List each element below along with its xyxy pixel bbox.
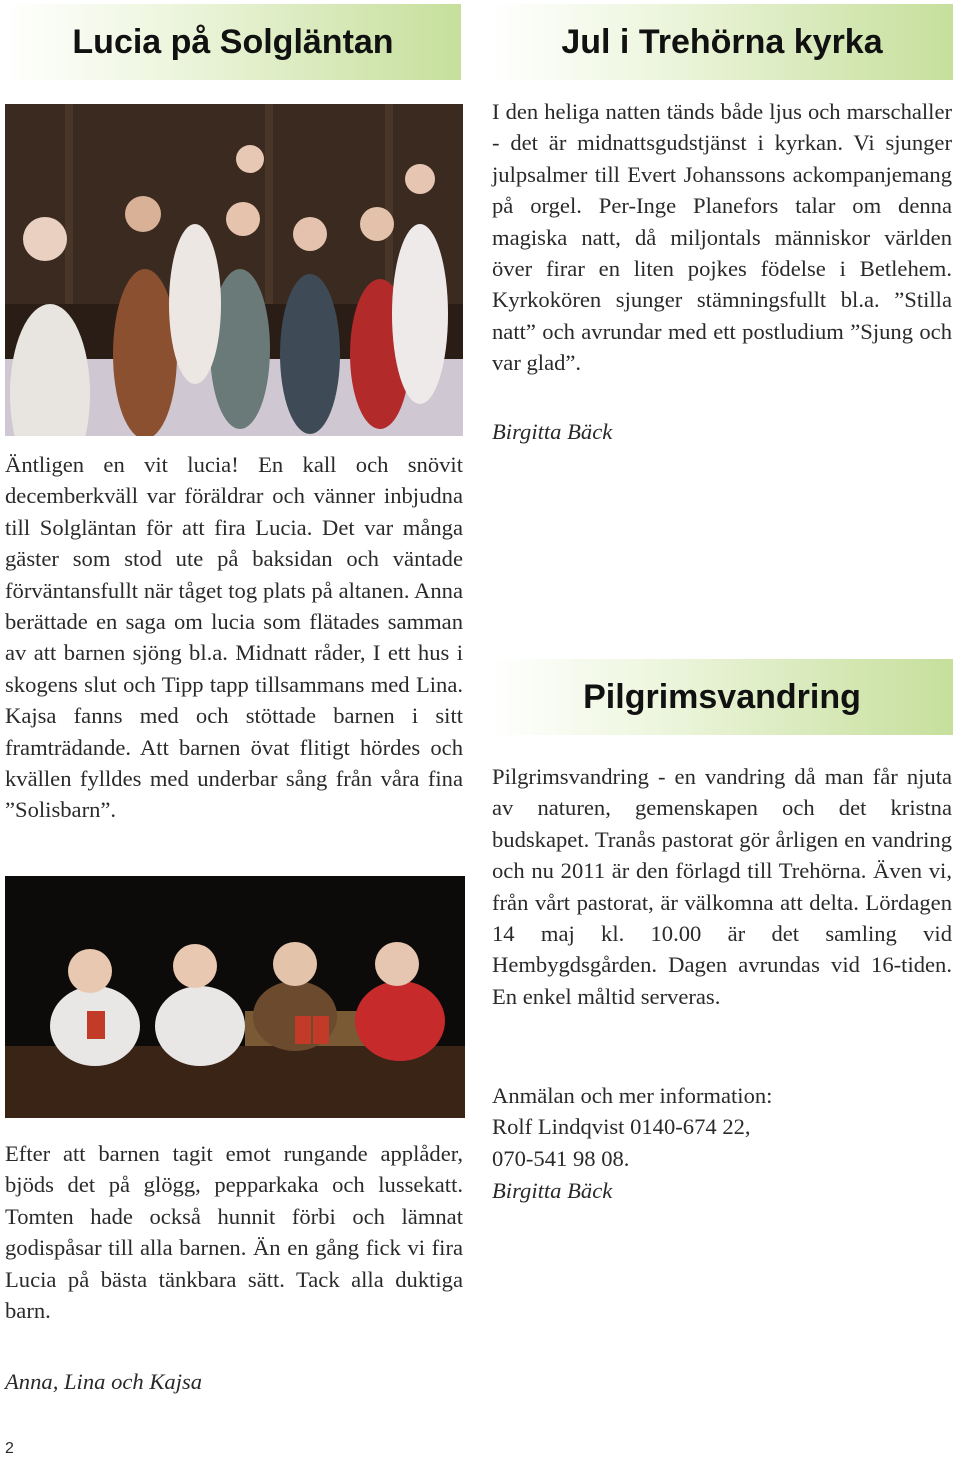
- jul-heading: Jul i Trehörna kyrka: [561, 22, 883, 61]
- children-at-table-photo: [5, 876, 465, 1118]
- contact-line: Anmälan och mer information:: [492, 1083, 773, 1108]
- contact-line: Rolf Lindqvist 0140-674 22,: [492, 1114, 751, 1140]
- jul-article-signature: Birgitta Bäck: [492, 419, 613, 444]
- lucia-heading: Lucia på Solgläntan: [72, 22, 394, 61]
- lucia-heading-banner: [5, 4, 461, 80]
- lucia-article-signature: Anna, Lina och Kajsa: [5, 1369, 203, 1394]
- page-number: 2: [5, 1440, 14, 1457]
- jul-article-paragraph: I den heliga natten tänds både ljus och marschaller - det är midnattsgudstjänst i kyrkan. Vi sjunger julpsalmer till Evert Johanssons ackompanjemang på orgel. Per-Inge Planefors talar om denna magiska natt, då miljontals människor världen över firar en liten pojkes födelse i Betlehem. Kyrkokören sjunger stämningsfullt bl.a. ”Stilla natt” och avrundar med ett postludium ”Sjung och var glad”.: [492, 99, 952, 376]
- jul-heading-banner: [491, 4, 953, 80]
- lucia-procession-photo: [5, 104, 463, 436]
- pilgrim-heading: Pilgrimsvandring: [583, 677, 861, 716]
- contact-line: 070-541 98 08.: [492, 1145, 630, 1171]
- lucia-article-paragraph-2: Efter att barnen tagit emot rungande applåder, bjöds det på glögg, pepparkaka och lussekatt. Tomten hade också hunnit förbi och lämnat godispåsar till alla barnen. Än en gång fick vi fira Lucia på bästa tänkbara sätt. Tack alla duktiga barn.: [5, 1141, 463, 1324]
- pilgrim-article-signature: Birgitta Bäck: [492, 1178, 613, 1203]
- pilgrim-article-paragraph: Pilgrimsvandring - en vandring då man får njuta av naturen, gemenskapen och det kristna budskapet. Tranås pastorat gör årligen en vandring och nu 2011 är den förlagd till Trehörna. Även vi, från vårt pastorat, är välkomna att delta. Lördagen 14 maj kl. 10.00 är det samling vid Hembygdsgården. Dagen avrundas vid 16-tiden. En enkel måltid serveras.: [492, 764, 952, 1009]
- pilgrim-heading-banner: [491, 659, 953, 735]
- pilgrim-contact-info: [492, 1080, 952, 1174]
- lucia-article-paragraph: Äntligen en vit lucia! En kall och snövit decemberkväll var föräldrar och vänner inbjudna till Solgläntan för att fira Lucia. Det var många gäster som stod ute på baksidan och väntade förväntansfullt när tåget tog plats på altanen. Anna berättade en saga om lucia som flätades samman av att barnen sjöng bl.a. Midnatt råder, I ett hus i skogens slut och Tipp tapp tillsammans med Lina. Kajsa fanns med och stöttade barnen i sitt framträdande. Att barnen övat flitigt hördes och kvällen fylldes med underbar sång från våra fina ”Solisbarn”.: [5, 452, 463, 823]
